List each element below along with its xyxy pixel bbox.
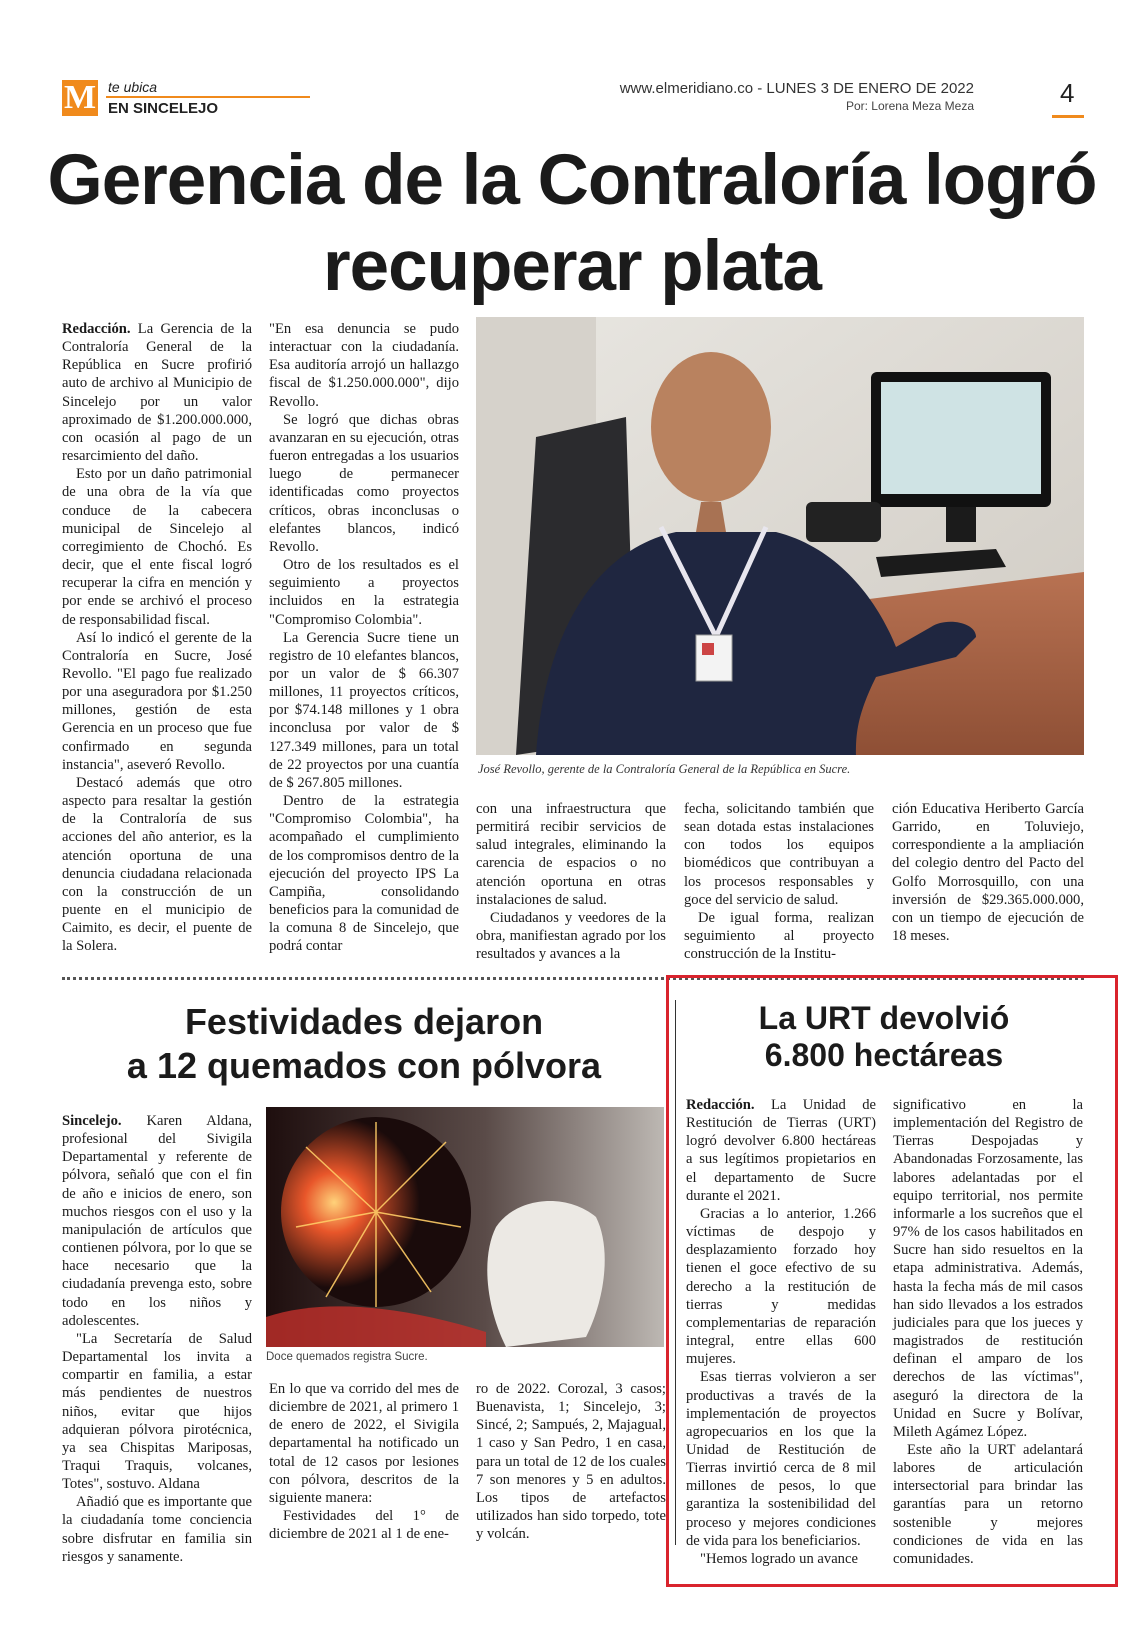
article2-paragraph: Festividades del 1° de diciembre de 2021 al 1 de ene- (269, 1508, 459, 1543)
fireworks-caption: Doce quemados registra Sucre. (266, 1351, 428, 1363)
dateline: www.elmeridiano.co - LUNES 3 DE ENERO DE 2022 (619, 80, 974, 97)
page-number-rule (1052, 115, 1084, 118)
article1-paragraph: "En esa denuncia se pudo interactuar con la ciudadanía. Esa auditoría arrojó un hallazgo fiscal de $1.250.000.000", dijo Revollo. (269, 321, 459, 410)
article3-paragraph: Gracias a lo anterior, 1.266 víctimas de despojo y desplazamiento forzado hoy tienen el goce efectivo de su derecho a la restitución de tierras y medidas complementarias de reparación integral, entre ellas 600 mujeres. (686, 1205, 876, 1368)
article3-paragraph: Este año la URT adelantará labores de articulación intersectorial para brindar las garantías para un retorno sostenible y mejores condiciones de vida en las comunidades. (893, 1441, 1083, 1567)
article2-paragraph: "La Secretaría de Salud Departamental los invita a compartir en familia, a estar más pendientes de nuestros niños, evitar que hijos adquieran pólvora pirotécnica, ya sea Chispitas Mariposas, Traqui Traquis, volcanes, Totes", sostuvo. Aldana (62, 1330, 252, 1493)
article1-paragraph: La Gerencia Sucre tiene un registro de 10 elefantes blancos, por un valor de $ 66.307 millones, 11 proyectos críticos, por $74.148 millones y 1 obra inconclusa por valor de $ 127.349 millones, para un total de 22 proyectos por una cuantía de $ 267.805 millones. (269, 629, 459, 791)
column-rule (675, 1000, 676, 1545)
article1-column-2 (269, 320, 459, 955)
article1-column-3 (476, 800, 666, 963)
article2-headline-line: Festividades dejaron (184, 1001, 544, 1042)
article2-paragraph: En lo que va corrido del mes de diciembre de 2021, al primero 1 de enero de 2022, el Sivigila departamental ha notificado un total de 12 casos por lesiones con pólvora, descritos de la siguiente manera: (269, 1381, 459, 1506)
article2-paragraph: Añadió que es importante que la ciudadanía tome conciencia sobre disfrutar en familia sin riesgos y sanamente. (62, 1494, 252, 1565)
page-number: 4 (1060, 78, 1075, 108)
photo-caption: José Revollo, gerente de la Contraloría General de la República en Sucre. (478, 762, 851, 776)
article1-paragraph: Se logró que dichas obras avanzaran en su ejecución, otras fueron entregadas a los usuarios luego de permanecer identificadas como proyectos críticos, obras inconclusas o elefantes blancos, indicó Revollo. (269, 411, 459, 555)
article1-paragraph: Ciudadanos y veedores de la obra, manifiestan agrado por los resultados y avances a la (476, 909, 666, 963)
article1-paragraph: Esto por un daño patrimonial de una obra de la vía que conduce de la cabecera municipal de Sincelejo al corregimiento de Chochó. Es decir, que el ente fiscal logró recuperar la cifra en mención y por ende se archivó el proceso de responsabilidad fiscal. (62, 466, 252, 628)
article1-paragraph: La Gerencia de la Contraloría General de la República en Sucre profirió auto de archivo al Municipio de Sincelejo por un valor aproximado de $1.200.000.000, con ocasión al pago de un resarcimiento del daño. (62, 321, 252, 465)
article1-paragraph: Destacó además que otro aspecto para resaltar la gestión de la Contraloría de sus acciones del año anterior, es la atención oportuna de una denuncia ciudadana relacionada con la construcción de un puente en el municipio de Caimito, es decir, el puente de la Solera. (62, 774, 252, 955)
article1-paragraph: con una infraestructura que permitirá recibir servicios de salud integrales, eliminando la carencia de espacios o no atención oportuna en otras instalaciones de salud. (476, 801, 666, 908)
article3-headline-line: La URT devolvió (758, 1000, 1010, 1036)
article3-paragraph: significativo en la implementación del Registro de Tierras Despojadas y Abandonadas Forzosamente, las labores adelantadas por el equipo territorial, nos permite informarle a los sucreños que el 97% de los casos habilitados en Sucre han sido resueltos en la etapa administrativa. Además, hasta la fecha más de mil casos han sido llevados a los estrados judiciales para que los jueces y magistrados de restitución definan el amparo de los derechos de las víctimas", aseguró la directora de la Unidad en Sucre y Bolívar, Mileth Agámez López. (893, 1097, 1083, 1440)
article2-column-1 (62, 1112, 252, 1566)
main-headline: Gerencia de la Contraloría logró recuperar plata (47, 141, 1097, 306)
article2-headline-line: a 12 quemados con pólvora (126, 1045, 602, 1086)
article2-paragraph: ro de 2022. Corozal, 3 casos; Buenavista, 1; Sincelejo, 3; Sincé, 2; Sampués, 2, Majagual, 1 caso y San Pedro, 1 en casa, para un total de 12 de los cuales 7 son menores y 5 en adultos. Los tipos de artefactos utilizados han sido torpedo, tote y volcán. (476, 1381, 666, 1543)
article3-headline-line: 6.800 hectáreas (764, 1037, 1004, 1073)
article1-column-5 (892, 800, 1084, 945)
byline: Por: Lorena Meza Meza (845, 99, 974, 113)
article2-column-2 (269, 1380, 459, 1543)
article3-paragraph: "Hemos logrado un avance (700, 1550, 858, 1567)
article1-paragraph: Otro de los resultados es el seguimiento a proyectos incluidos en la estrategia "Compromiso Colombia". (269, 557, 459, 628)
article3-paragraph: La Unidad de Restitución de Tierras (URT) logró devolver 6.800 hectáreas a sus legítimos propietarios en el departamento de Sucre durante el 2021. (686, 1097, 876, 1204)
article1-column-1 (62, 320, 252, 955)
section-rule (106, 96, 310, 98)
article2-lead: Sincelejo. (62, 1113, 122, 1129)
revollo-photo (476, 317, 1084, 755)
section-tag: EN SINCELEJO (108, 100, 219, 117)
article1-paragraph: Dentro de la estrategia "Compromiso Colombia", ha acompañado el cumplimiento de los compromisos dentro de la ejecución del proyecto IPS La Campiña, consolidando beneficios para la comunidad de la comuna 8 de Sincelejo, que podrá contar (269, 793, 459, 955)
section-tag-small: te ubica (108, 79, 158, 95)
article3-paragraph: Esas tierras volvieron a ser productivas a través de la implementación de proyectos agropecuarios en los que la Unidad de Restitución de Tierras invirtió cerca de 8 mil millones de pesos, lo que garantiza la sostenibilidad del proceso y mejores condiciones de vida para los beneficiarios. (686, 1369, 876, 1549)
article2-headline (62, 1000, 666, 1088)
article3-headline (684, 1000, 1084, 1074)
article2-column-3 (476, 1380, 666, 1543)
article1-column-4 (684, 800, 874, 963)
article3-column-2 (893, 1096, 1083, 1568)
fireworks-photo (266, 1107, 664, 1347)
article1-paragraph: De igual forma, realizan seguimiento al proyecto construcción de la Institu- (684, 909, 874, 963)
article3-lead: Redacción. (686, 1097, 755, 1113)
newspaper-logo: M (63, 79, 97, 116)
article1-paragraph: fecha, solicitando también que sean dotada estas instalaciones con todos los equipos biomédicos que contribuyan a los procesos responsables y goce del servicio de salud. (684, 801, 874, 908)
article3-column-1 (686, 1096, 876, 1568)
article1-paragraph: Así lo indicó el gerente de la Contraloría en Sucre, José Revollo. "El pago fue realizado por una aseguradora por $1.250 millones, gestión de esta Gerencia en un proceso que fue confirmado en segunda instancia", aseveró Revollo. (62, 629, 252, 773)
article2-paragraph: Karen Aldana, profesional del Sivigila Departamental y referente de pólvora, señaló que con el fin de año e inicios de enero, son muchos riesgos con el uso y la manipulación de artículos que contienen pólvora, por lo que se hace necesario que la ciudadanía prevenga esto, sobre todo en los niños y adolescentes. (62, 1113, 252, 1329)
article1-paragraph: ción Educativa Heriberto García Garrido, en Toluviejo, correspondiente a la ampliación del colegio dentro del Pacto del Golfo Morrosquillo, con una inversión de $29.365.000.000, con un tiempo de ejecución de 18 meses. (892, 801, 1084, 945)
article1-lead: Redacción. (62, 321, 131, 337)
